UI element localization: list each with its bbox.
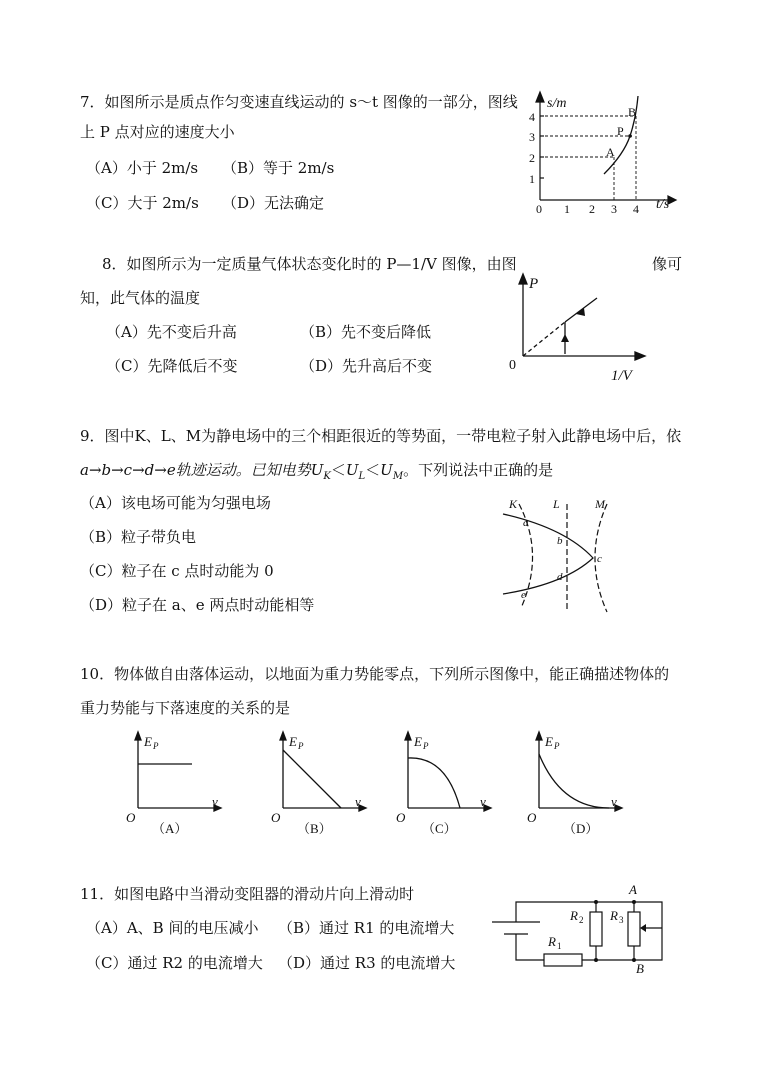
q7-point-a: A <box>606 145 615 159</box>
q9-point-d: d <box>557 571 563 583</box>
q10-stem-line1: 10．物体做自由落体运动，以地面为重力势能零点，下列所示图像中，能正确描述物体的 <box>80 665 670 683</box>
svg-text:O: O <box>527 810 537 825</box>
q11-node-a: A <box>629 882 637 897</box>
q7-ytick-1: 1 <box>529 172 535 186</box>
svg-text:3: 3 <box>619 915 624 925</box>
svg-text:v: v <box>355 794 361 809</box>
q7-xtick-3: 3 <box>611 202 617 216</box>
q7-y-label: s/m <box>547 96 567 111</box>
svg-text:2: 2 <box>579 915 584 925</box>
q8-option-c[interactable]: （C）先降低后不变 <box>106 357 238 375</box>
q9-equipotential-figure <box>495 492 635 617</box>
svg-text:O: O <box>396 810 406 825</box>
q7-xtick-2: 2 <box>589 202 595 216</box>
q10-caption-c[interactable]: （C） <box>422 821 457 836</box>
q10-graph-c <box>396 728 496 836</box>
q10-graph-a <box>126 728 226 836</box>
q7-stem-line2: 上 P 点对应的速度大小 <box>80 123 235 141</box>
q8-y-label: P <box>529 276 539 292</box>
svg-text:E: E <box>144 734 152 749</box>
q7-option-a[interactable]: （A）小于 2m/s <box>86 159 199 177</box>
q11-circuit-diagram <box>486 880 676 975</box>
svg-text:v: v <box>480 794 486 809</box>
q9-surface-k: K <box>509 497 518 511</box>
svg-text:E: E <box>414 734 422 749</box>
q8-stem-line1-tail: 像可 <box>652 255 683 273</box>
svg-text:v: v <box>611 794 617 809</box>
q11-r1-label: R <box>548 934 556 949</box>
q9-point-b: b <box>557 535 563 547</box>
q10-caption-b[interactable]: （B） <box>297 821 332 836</box>
q9-point-e: e <box>521 589 526 601</box>
q10-caption-d[interactable]: （D） <box>563 821 599 836</box>
q9-surface-l: L <box>553 497 560 511</box>
q9-point-c: c <box>597 553 602 565</box>
q8-stem-line2: 知，此气体的温度 <box>80 289 201 307</box>
q9-stem-line2: a→b→c→d→e轨迹运动。已知电势$U_K<U_L<U_M$。下列说法中正确的是 <box>80 461 554 482</box>
q9-option-d[interactable]: （D）粒子在 a、e 两点时动能相等 <box>80 596 315 614</box>
q7-option-c[interactable]: （C）大于 2m/s <box>86 194 199 212</box>
q7-option-d[interactable]: （D）无法确定 <box>222 194 325 212</box>
svg-text:O: O <box>271 810 281 825</box>
q7-point-p: P <box>617 124 624 138</box>
svg-text:v: v <box>212 794 218 809</box>
q11-r2-label: R <box>570 908 578 923</box>
q7-xtick-0: 0 <box>536 202 542 216</box>
q11-r3-label: R <box>610 908 618 923</box>
q7-stem-line1: 7．如图所示是质点作匀变速直线运动的 s～t 图像的一部分，图线 <box>80 93 518 111</box>
q8-option-a[interactable]: （A）先不变后升高 <box>106 323 237 341</box>
svg-text:O: O <box>126 810 136 825</box>
svg-text:1: 1 <box>557 941 562 951</box>
q9-option-b[interactable]: （B）粒子带负电 <box>80 528 197 546</box>
svg-text:P: P <box>298 741 304 751</box>
q11-node-b: B <box>636 961 644 976</box>
q9-surface-m: M <box>595 497 605 511</box>
q9-option-c[interactable]: （C）粒子在 c 点时动能为 0 <box>80 562 274 580</box>
q7-option-b[interactable]: （B）等于 2m/s <box>222 159 335 177</box>
svg-text:E: E <box>289 734 297 749</box>
q11-option-d[interactable]: （D）通过 R3 的电流增大 <box>278 954 456 972</box>
q11-stem: 11．如图电路中当滑动变阻器的滑动片向上滑动时 <box>80 885 415 903</box>
q8-option-d[interactable]: （D）先升高后不变 <box>300 357 433 375</box>
q9-trajectory-text: a→b→c→d→e轨迹运动。已知电势 <box>80 461 311 479</box>
q8-x-label: 1/V <box>611 368 632 384</box>
q7-ytick-4: 4 <box>529 110 535 124</box>
q9-point-a: a <box>523 517 529 529</box>
svg-text:E: E <box>545 734 553 749</box>
q7-xtick-4: 4 <box>633 202 639 216</box>
q9-option-a[interactable]: （A）该电场可能为匀强电场 <box>80 494 271 512</box>
q7-x-label: t/s <box>656 197 670 212</box>
q8-option-b[interactable]: （B）先不变后降低 <box>300 323 432 341</box>
q11-option-c[interactable]: （C）通过 R2 的电流增大 <box>86 954 263 972</box>
q7-ytick-3: 3 <box>529 130 535 144</box>
svg-text:P: P <box>153 741 159 751</box>
q8-p-v-graph <box>505 270 650 385</box>
svg-text:P: P <box>423 741 429 751</box>
q11-option-b[interactable]: （B）通过 R1 的电流增大 <box>278 919 455 937</box>
q9-stem-line1: 9．图中K、L、M为静电场中的三个相距很近的等势面，一带电粒子射入此静电场中后，依 <box>80 427 682 445</box>
q8-stem-line1: 8．如图所示为一定质量气体状态变化时的 P—1/V 图像，由图 <box>102 255 517 273</box>
q11-option-a[interactable]: （A）A、B 间的电压减小 <box>86 919 259 937</box>
q10-stem-line2: 重力势能与下落速度的关系的是 <box>80 699 291 717</box>
q8-origin: 0 <box>509 358 516 373</box>
q10-caption-a[interactable]: （A） <box>152 821 188 836</box>
q10-graph-d <box>527 728 627 836</box>
svg-text:P: P <box>554 741 560 751</box>
q7-st-graph <box>520 88 680 218</box>
q10-graph-b <box>271 728 371 836</box>
q7-point-b: B <box>628 105 637 119</box>
q7-xtick-1: 1 <box>564 202 570 216</box>
q7-ytick-2: 2 <box>529 151 535 165</box>
